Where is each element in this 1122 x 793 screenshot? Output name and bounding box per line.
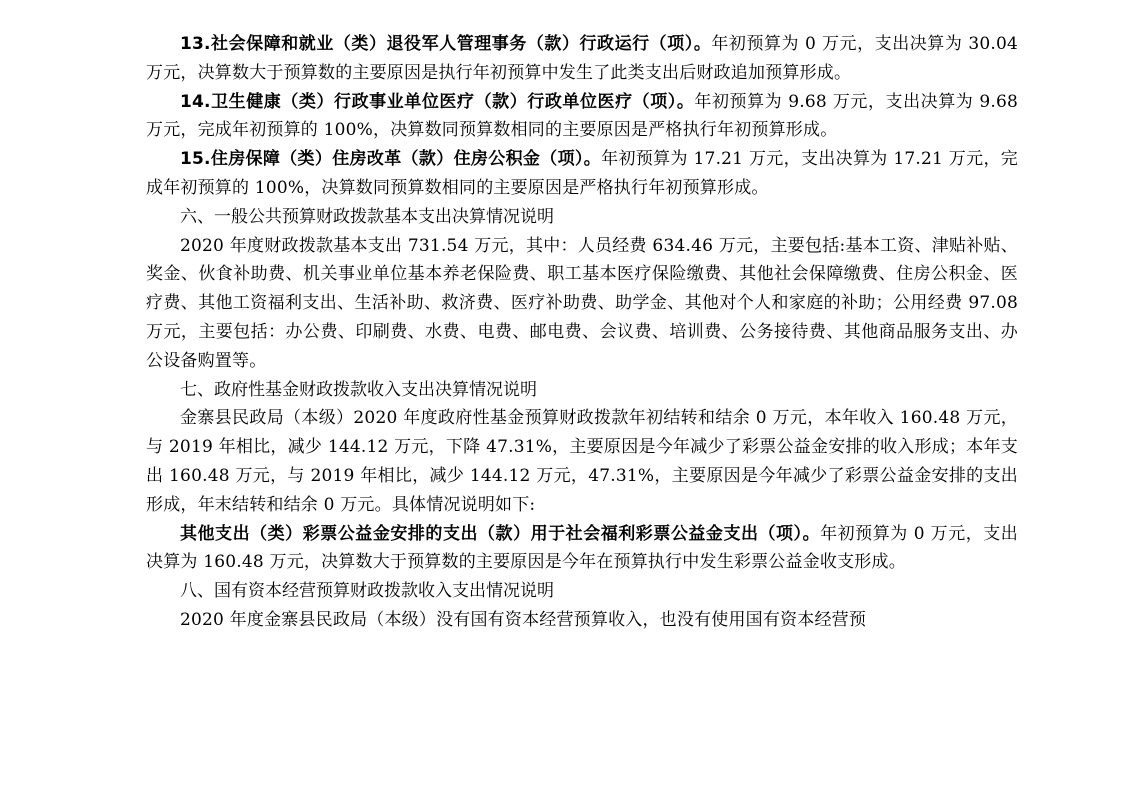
- item-15-body: 年初预算为 17.21 万元，支出决算为 17.21 万元，完成年初预算的 100%，决算数同预算数相同的主要原因是严格执行年初预算形成。: [146, 149, 1018, 198]
- item-14-paragraph: [146, 88, 1018, 146]
- item-14-title: 14.卫生健康（类）行政事业单位医疗（款）行政单位医疗（项）。: [180, 91, 695, 112]
- section-7-item-body: 年初预算为 0 万元，支出决算为 160.48 万元，决算数大于预算数的主要原因是今年在预算执行中发生彩票公益金收支形成。: [146, 523, 1018, 573]
- section-8-heading: 八、国有资本经营预算财政拨款收入支出情况说明: [180, 581, 554, 602]
- item-13-title: 13.社会保障和就业（类）退役军人管理事务（款）行政运行（项）。: [180, 34, 712, 54]
- section-6-heading: 六、一般公共预算财政拨款基本支出决算情况说明: [180, 206, 554, 227]
- item-13-body: 年初预算为 0 万元，支出决算为 30.04 万元，决算数大于预算数的主要原因是执行年初预算中发生了此类支出后财政追加预算形成。: [146, 34, 1018, 83]
- item-14-body: 年初预算为 9.68 万元，支出决算为 9.68 万元，完成年初预算的 100%，决算数同预算数相同的主要原因是严格执行年初预算形成。: [146, 91, 1018, 141]
- section-7-item-title: 其他支出（类）彩票公益金安排的支出（款）用于社会福利彩票公益金支出（项）。: [180, 523, 821, 544]
- section-7-heading: 七、政府性基金财政拨款收入支出决算情况说明: [180, 379, 537, 400]
- section-6-body: 2020 年度财政拨款基本支出 731.54 万元，其中：人员经费 634.46 万元，主要包括:基本工资、津贴补贴、奖金、伙食补助费、机关事业单位基本养老保险费、职工基本医疗保险缴费、其他社会保障缴费、住房公积金、医疗费、其他工资福利支出、生活补助、救济费、医疗补助费、助学金、其他对个人和家庭的补助；公用经费 97.08 万元，主要包括：办公费、印刷费、水费、电费、邮电费、会议费、培训费、公务接待费、其他商品服务支出、办公设备购置等。: [146, 235, 1018, 371]
- item-13-paragraph: [146, 30, 1018, 88]
- section-7-item-paragraph: [146, 520, 1018, 578]
- section-7-body: 金寨县民政局（本级）2020 年度政府性基金预算财政拨款年初结转和结余 0 万元，本年收入 160.48 万元，与 2019 年相比，减少 144.12 万元，下降 47.31%，主要原因是今年减少了彩票公益金安排的收入形成；本年支出 160.48 万元，与 2019 年相比，减少 144.12 万元，47.31%，主要原因是今年减少了彩票公益金安排的支出形成，年末结转和结余 0 万元。具体情况说明如下:: [146, 408, 1018, 515]
- section-8-body: 2020 年度金寨县民政局（本级）没有国有资本经营预算收入，也没有使用国有资本经营预: [180, 609, 867, 630]
- item-15-paragraph: [146, 145, 1018, 203]
- item-15-title: 15.住房保障（类）住房改革（款）住房公积金（项）。: [180, 149, 602, 170]
